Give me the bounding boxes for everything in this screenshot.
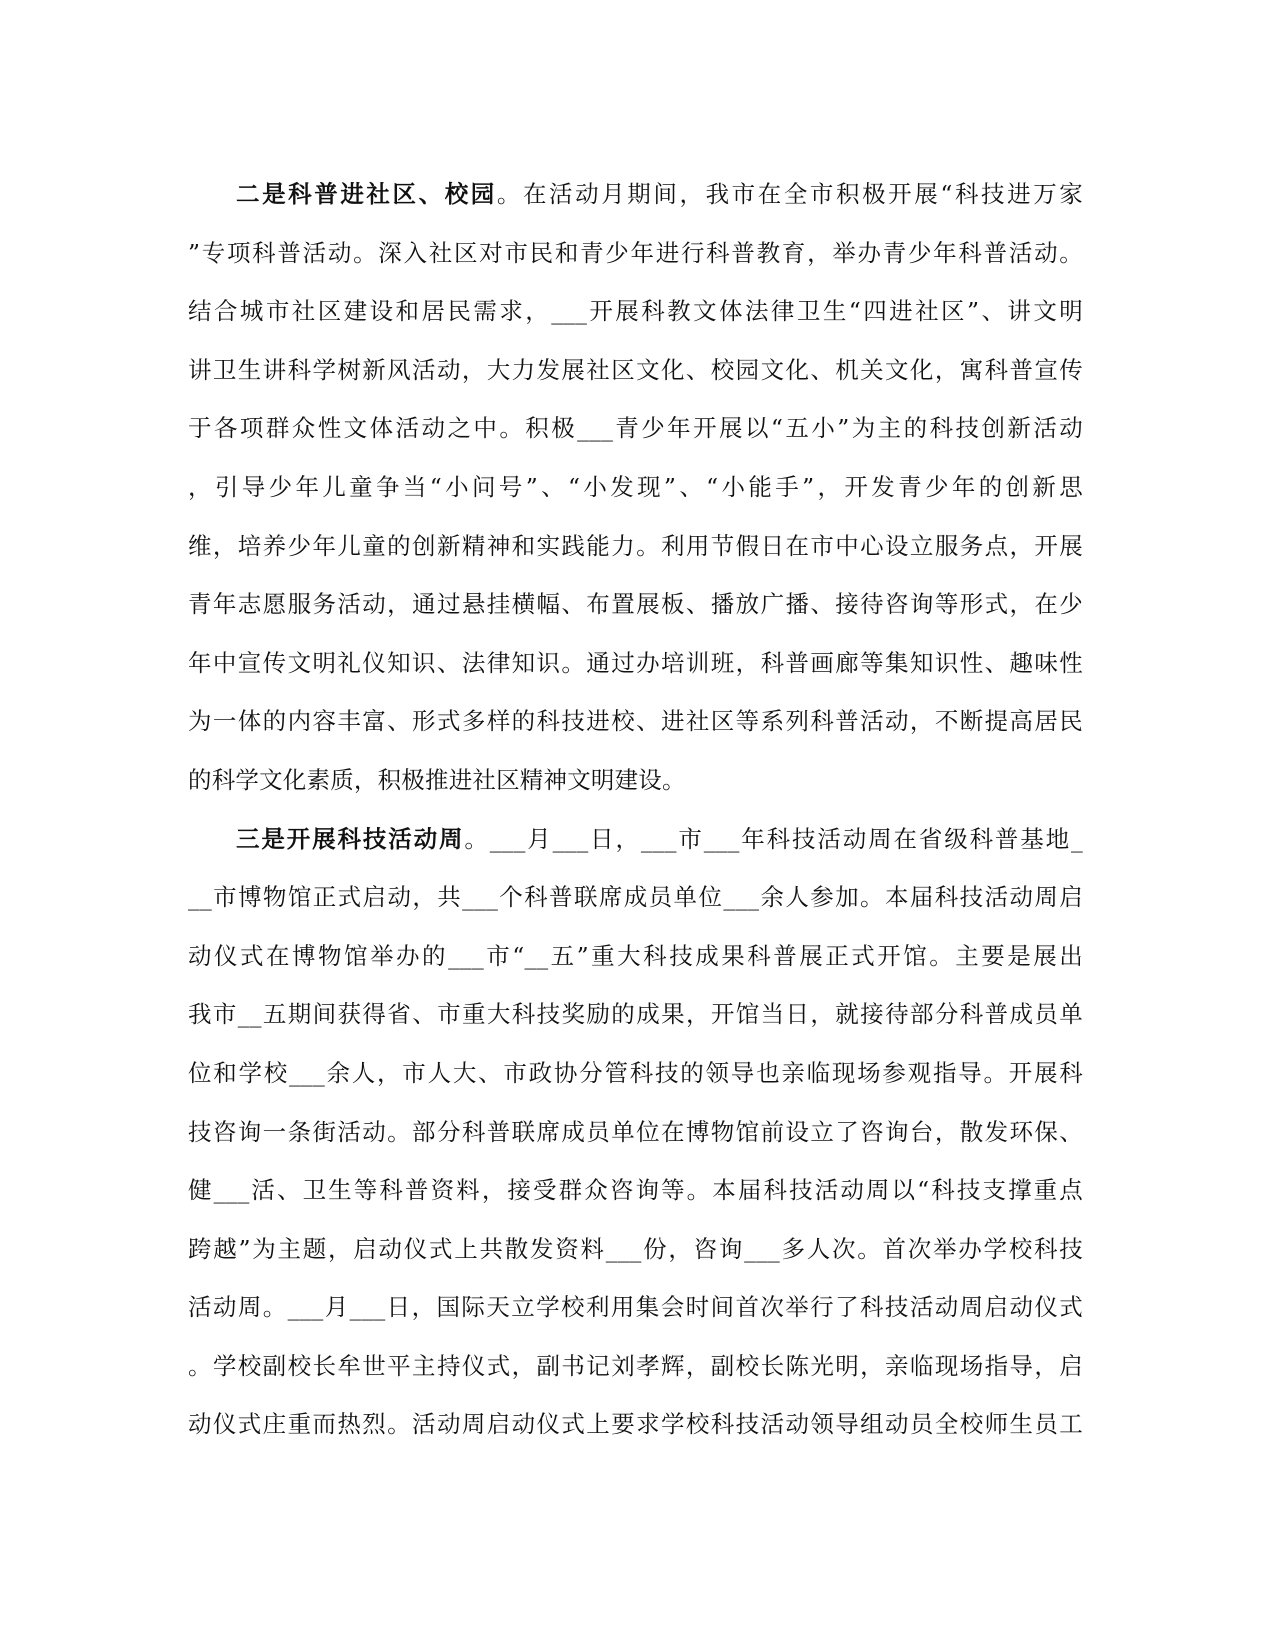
paragraph-1-line-6: ，引导少年儿童争当“小问号”、“小发现”、“小能手”，开发青少年的创新思 — [188, 472, 1083, 501]
paragraph-1-line-10: 为一体的内容丰富、形式多样的科技进校、进社区等系列科普活动，不断提高居民 — [188, 707, 1083, 736]
paragraph-1-line-11: 的科学文化素质，积极推进社区精神文明建设。 — [188, 765, 686, 794]
paragraph-1-line-9: 年中宣传文明礼仪知识、法律知识。通过办培训班，科普画廊等集知识性、趣味性 — [188, 648, 1083, 677]
paragraph-2-line-1 — [188, 810, 1083, 869]
paragraph-1-line-4: 讲卫生讲科学树新风活动，大力发展社区文化、校园文化、机关文化，寓科普宣传 — [188, 355, 1083, 384]
paragraph-1-line-5: 于各项群众性文体活动之中。积极___青少年开展以“五小”为主的科技创新活动 — [188, 414, 1083, 443]
paragraph-2-line-11: 动仪式庄重而热烈。活动周启动仪式上要求学校科技活动领导组动员全校师生员工 — [188, 1410, 1083, 1439]
paragraph-2-line-9: 活动周。___月___日，国际天立学校利用集会时间首次举行了科技活动周启动仪式 — [188, 1293, 1083, 1322]
document-body — [188, 165, 1083, 1454]
paragraph-2-lead: 三是开展科技活动周 — [236, 824, 465, 853]
paragraph-1-line-3: 结合城市社区建设和居民需求，___开展科教文体法律卫生“四进社区”、讲文明 — [188, 297, 1083, 326]
paragraph-1-line-2: ”专项科普活动。深入社区对市民和青少年进行科普教育，举办青少年科普活动。 — [188, 238, 1083, 267]
paragraph-2-line-10: 。学校副校长牟世平主持仪式，副书记刘孝辉，副校长陈光明，亲临现场指导，启 — [188, 1351, 1083, 1380]
paragraph-1-line-1-text: 。在活动月期间，我市在全市积极开展“科技进万家 — [496, 180, 1083, 208]
paragraph-2-line-4: 我市__五期间获得省、市重大科技奖励的成果，开馆当日，就接待部分科普成员单 — [188, 1000, 1083, 1029]
paragraph-2-line-8: 跨越”为主题，启动仪式上共散发资料___份，咨询___多人次。首次举办学校科技 — [188, 1234, 1083, 1263]
paragraph-2-line-1-text: 。___月___日，___市___年科技活动周在省级科普基地_ — [464, 824, 1083, 853]
paragraph-1-line-1 — [188, 165, 1083, 224]
paragraph-1-lead: 二是科普进社区、校园 — [236, 180, 497, 208]
paragraph-2-line-6: 技咨询一条街活动。部分科普联席成员单位在博物馆前设立了咨询台，散发环保、 — [188, 1117, 1083, 1146]
paragraph-2-line-5: 位和学校___余人，市人大、市政协分管科技的领导也亲临现场参观指导。开展科 — [188, 1058, 1083, 1087]
paragraph-1-line-8: 青年志愿服务活动，通过悬挂横幅、布置展板、播放广播、接待咨询等形式，在少 — [188, 590, 1083, 619]
paragraph-2-line-2: __市博物馆正式启动，共___个科普联席成员单位___余人参加。本届科技活动周启 — [188, 883, 1083, 912]
paragraph-2-line-3: 动仪式在博物馆举办的___市“__五”重大科技成果科普展正式开馆。主要是展出 — [188, 941, 1083, 970]
paragraph-2-line-7: 健___活、卫生等科普资料，接受群众咨询等。本届科技活动周以“科技支撑重点 — [188, 1176, 1083, 1205]
paragraph-1-line-7: 维，培养少年儿童的创新精神和实践能力。利用节假日在市中心设立服务点，开展 — [188, 531, 1083, 560]
